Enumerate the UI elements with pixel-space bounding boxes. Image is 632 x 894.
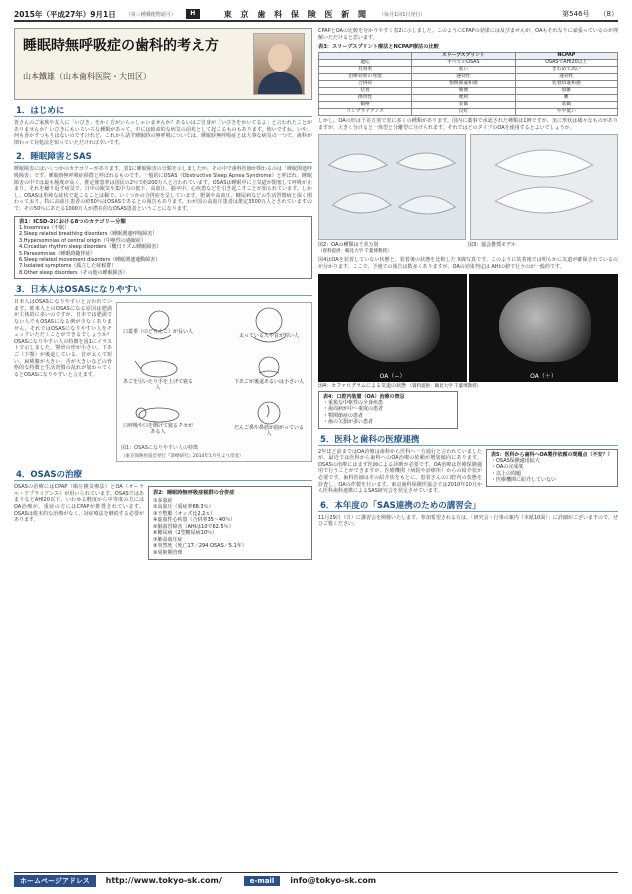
table-3-cell: コンプライアンス bbox=[319, 109, 412, 116]
figure-4-caption-line bbox=[318, 382, 618, 389]
table-3-caption: 表3：スリープスプリント療法とNCPAP療法の比較 bbox=[318, 44, 439, 51]
table-5-item: ・OAの完成度 bbox=[491, 464, 524, 471]
table-3 bbox=[318, 52, 618, 116]
recommended-model-drawing bbox=[471, 135, 617, 239]
section-6-heading: 6．本年度の「SAS連携のための講習会」 bbox=[318, 499, 618, 512]
left-column bbox=[14, 28, 312, 560]
xray-label-right: OA（＋） bbox=[530, 372, 557, 380]
article-title: 睡眠時無呼吸症の歯科的考え方 bbox=[23, 38, 219, 54]
table-1-item: 5.Parasomnias（睡眠時随伴症） bbox=[19, 250, 96, 257]
issue-number: 第546号 bbox=[562, 10, 590, 18]
figure-1-drawing bbox=[119, 305, 313, 441]
fig1-label-mouth-breathing: 口呼吸や口を開けて寝るクセがある人 bbox=[123, 423, 194, 436]
table-3-cell: 便利 bbox=[412, 95, 516, 102]
table-5-item: ・OSAS保険適用拡大 bbox=[491, 458, 540, 464]
table-1-caption: 表1：ICSD-2における8つのカテゴリー分類 bbox=[19, 218, 126, 225]
postal-note: （第三種郵便物認可） bbox=[125, 11, 176, 18]
table-2-item: ⑨周術期管理 bbox=[153, 549, 183, 556]
figure-4-xray-row bbox=[318, 274, 618, 382]
table-3-cell: 治療効果の発現 bbox=[319, 74, 412, 81]
figure-2-source: （資料提供：鶴見大学 千葉博教授） bbox=[318, 249, 392, 255]
table-3-cell: 安価 bbox=[412, 102, 516, 109]
section-3-text: 日本人はOSASになりやすいと言われています。欧米人とのOSASになる原因は肥満が主体的に多いのですが、日本では肥満でない人でもOSASになる例が少なくありません。それではOSASになりやすい人をチェックいただくことができるでしょうか？OSASになりやすい人の特徴を図1にイラストで示しました。顎骨の形が小さい、下あご（下顎）が後退している、首が太くて短い、扁桃腺が大きい、舌が大きいなどの骨格的な特徴と生活習慣の乱れが加わってくるとOSASになりやすいと言えます。 bbox=[14, 299, 112, 378]
table-4-item: ・重篤な中枢性の全身疾患 bbox=[323, 399, 384, 406]
section-2-heading: 2．睡眠障害とSAS bbox=[14, 150, 312, 163]
masthead bbox=[14, 8, 618, 22]
table-2-item: ⑥糖尿病（2型糖尿病10％） bbox=[153, 530, 218, 537]
homepage-label: ホームページアドレス bbox=[14, 875, 96, 887]
page-number: （8） bbox=[599, 10, 618, 18]
table-5-item: ・医療機関に紹介していない bbox=[491, 477, 557, 484]
section-5-heading: 5．医科と歯科の医療連携 bbox=[318, 433, 618, 446]
table-3-header: NCPAP bbox=[515, 53, 617, 60]
figure-2-caption: 図2：OAの種類は千差万別 bbox=[318, 242, 379, 249]
section-3-heading: 3．日本人はOSASになりやすい bbox=[14, 283, 312, 296]
table-3-cell: 高い bbox=[412, 67, 516, 74]
table-3-cell: 合併症 bbox=[319, 81, 412, 88]
table-1-item: 4.Circadian rhythm sleep disorders（概日リズム睡眠障害） bbox=[19, 244, 162, 251]
table-2-item: ⑦肺高血圧症 bbox=[153, 536, 183, 543]
table-3-header: スリープスプリント bbox=[412, 53, 516, 60]
table-3-cell: 携帯性 bbox=[319, 95, 412, 102]
table-3-cell: 有効率 bbox=[319, 67, 412, 74]
section-4-heading: 4．OSASの治療 bbox=[14, 468, 312, 481]
figure-2-photo bbox=[318, 134, 466, 240]
issue-date: 2015年（平成27年）9月1日 bbox=[14, 9, 116, 19]
figure-3-caption: 図3：協会推奨モデル bbox=[468, 242, 516, 249]
table-4-caption: 表4：口腔内装置（OA）治療の禁忌 bbox=[323, 393, 405, 400]
fig1-label-obese: 太っている人や首が短い人 bbox=[238, 333, 299, 340]
portrait-face bbox=[268, 44, 292, 72]
table-3-cell: 高価 bbox=[515, 102, 617, 109]
table-5 bbox=[486, 449, 618, 487]
table-1-item: 7.Isolated symptoms（孤立した症候群） bbox=[19, 263, 117, 270]
oa-types-text: しかし、OAの形は千差万別で実に多くの種類があります。国内に薬事で承認された種類は1例ですが、実に形状は様々なものがありますが、大きく分けると一体型と分離型に分けられます。それではどのタイプのOAを使用するとよいでしょうか。 bbox=[318, 118, 618, 131]
figure-4-caption: 図4：セファログラムによる気道の状態 bbox=[318, 382, 407, 389]
table-3-cell: すべてのOSAS bbox=[412, 60, 516, 67]
section-4-text: OSASの治療にはCPAP（陽圧換気療法）とOA（オーラル・アプライアンス）が用いられています。OSASではあまりなどAHI20以下、いわゆる軽度から中等度の方にはOA治療が、重症の方にはCPAPが推奨されています。OSASは根本的な治療がなく、対症療法を継続する必要があります。 bbox=[14, 484, 144, 524]
figure-1-source: （東京保険医協会発行『診療研究』2014年1月号より改変） bbox=[121, 454, 244, 460]
table-2 bbox=[148, 486, 312, 560]
table-2-caption: 表2：睡眠時無呼吸症候群の合併症 bbox=[153, 490, 235, 497]
figure-1-illustration bbox=[116, 302, 312, 462]
section-6-text: 11月29日（日）に講習会を開催いたします。参加希望される方は、「研究会・行事の案内（本紙10面）」に詳細がございますので、ぜひご覧ください。 bbox=[318, 514, 618, 528]
section-1-text: 皆さんのご家族や友人に「いびき」をかく方がいらっしゃいませんか？あるいはご自身が「いびきをかいてるよ」と言われたことがありませんか？いびきにもいろいろな種類があって、中には致命的な病気の前兆として起こるものもあります。怖いですね。いや、何も香かすつもりはないのですけれど、これから話す睡眠時の無呼吸については、睡眠時無呼吸症とは大事な病気の一つで、歯科が関わって対処法を知っていただければ幸いです。 bbox=[14, 120, 312, 146]
table-3-cell: 適応 bbox=[319, 60, 412, 67]
figure-4-source: （資料提供：鶴見大学 千葉博教授） bbox=[407, 383, 482, 389]
homepage-link[interactable]: http://www.tokyo-sk.com/ bbox=[105, 876, 222, 885]
table-1 bbox=[14, 216, 312, 280]
table-2-item: ③不整脈（オッズ比2.2ｘ） bbox=[153, 510, 216, 517]
table-1-item: 1.Insomnias（不眠） bbox=[19, 224, 70, 231]
table-3-cell: 煩雑 bbox=[515, 88, 617, 95]
email-label: e-mail bbox=[244, 876, 280, 886]
table-5-item: ・以上の問題 bbox=[491, 470, 522, 477]
table-2-item: ⑧突然死（死亡17／294 OSAS／5.1年） bbox=[153, 543, 247, 550]
table-2-item: ①多血症 bbox=[153, 497, 173, 504]
right-column bbox=[318, 28, 618, 528]
right-intro-text: CPAPとOAの比較を分かりやすく表2に示しました。このようにCPAPの効果には及びませんが、OAもそれなりに頑張っているのが理解いただけると思います。 bbox=[318, 28, 618, 41]
table-3-header bbox=[319, 53, 412, 60]
xray-text: 図4はOAを装着していない状態と、装着後の状態を比較した X線写真です。このように装着後では明らかに気道が確保されているのが分かります。ここで、予後での報告は数多くありますが、OAの効果判定は AHIの値で行うのが一般的です。 bbox=[318, 257, 618, 270]
oa-devices-drawing bbox=[319, 135, 465, 239]
table-1-item: 8.Other sleep disorders（その他の睡眠障害） bbox=[19, 269, 128, 276]
table-2-item: ②高血圧（重症率68.3％） bbox=[153, 504, 214, 511]
table-3-cell: 速効性 bbox=[515, 74, 617, 81]
author-portrait bbox=[253, 33, 305, 95]
xray-label-left: OA（−） bbox=[379, 372, 406, 380]
fig1-label-jaw: 下あごが後退あるいは小さい人 bbox=[233, 379, 304, 386]
table-2-item: ⑤脳血管障害（AHIは10で62.5％） bbox=[153, 523, 234, 530]
table-3-cell: 速効性 bbox=[412, 74, 516, 81]
xray-with-oa bbox=[469, 274, 618, 382]
table-1-item: 6.Sleep related movement disorders（睡眠関連運動障害） bbox=[19, 256, 161, 263]
section-2-text: 睡眠障害にはいくつかのカテゴリーがあります。表1に睡眠障害の分類を示しましたが、その中で歯科医師が関わるのは「睡眠関連呼吸障害」です。睡眠時無呼吸症候群と呼ばれるものです。一般的にOSAS（Obstructive Sleep Apnea Syndrome）と呼ばれ、睡眠障害の中では最も頻度が高く、推定罹患率は国民の2％で約200万人と言われています。OSASは睡眠中に上気道が閉塞して呼吸が止まり、それを繰り返す病気で、日中の眠気や集中力の低下、高血圧、脳卒中、心疾患などを引き起こすことが知られています。しかし、OSASは単純な症状で起こることは稀で、いくつかの合併症を呈しています。肥満や高血圧、糖尿病などの生活習慣病と深く関わっており、特に高血圧患者の約50％はOSASであるとの報告もあります。わが国の高血圧患者は推定3500万人とされていますので、その50％にあたる1000万人が潜在的なOSAS患者ということになります。 bbox=[14, 166, 312, 212]
table-4-item: ・顎関節症の患者 bbox=[323, 412, 364, 419]
table-3-cell: きわめて高い bbox=[515, 67, 617, 74]
email-link[interactable]: info@tokyo-sk.com bbox=[290, 876, 377, 885]
table-1-item: 3.Hypersomnias of central origin（中枢性の過眠症） bbox=[19, 237, 146, 244]
table-3-cell: 顎関節違和感 bbox=[412, 81, 516, 88]
table-3-cell: 簡便 bbox=[412, 88, 516, 95]
fig1-label-posture: あごを引いたり手を上げて寝る人 bbox=[123, 379, 194, 392]
figure-captions-row bbox=[318, 241, 618, 254]
fig1-label-uvula: 口蓋垂（のどちんこ）が長い人 bbox=[123, 329, 194, 336]
publisher-logo-icon: H bbox=[186, 9, 200, 19]
table-2-item: ④虚血性心疾患（合併率35〜40％） bbox=[153, 517, 236, 524]
table-5-caption: 表5：医科から歯科へOA製作依頼の問題点（不安？） bbox=[491, 451, 613, 458]
table-3-cell: やや低い bbox=[515, 109, 617, 116]
table-3-cell: 装着時違和感 bbox=[515, 81, 617, 88]
table-3-cell: 価格 bbox=[319, 102, 412, 109]
table-3-cell: 装着 bbox=[319, 88, 412, 95]
article-author: 山本鐵雄（山本歯科医院・大田区） bbox=[23, 72, 151, 81]
xray-skull-shape bbox=[348, 287, 440, 363]
oa-photo-row bbox=[318, 134, 618, 240]
paper-name: 東 京 歯 科 保 険 医 新 聞 bbox=[223, 9, 370, 19]
figure-1-caption: 図1：OSASになりやすい人の特徴 bbox=[121, 445, 198, 452]
table-4-item: ・歯周病が中〜重度の患者 bbox=[323, 406, 384, 413]
xray-skull-shape bbox=[499, 287, 591, 363]
section-1-heading: 1．はじめに bbox=[14, 104, 312, 117]
xray-without-oa bbox=[318, 274, 467, 382]
portrait-suit bbox=[258, 72, 302, 94]
table-3-cell: 難 bbox=[515, 95, 617, 102]
fig1-label-nose: だんご鼻や鼻筋が曲がっている人 bbox=[233, 425, 304, 438]
section-5-text: 2年ほど前まではOA治療は歯科から医科へ一方通行と言われていましたが、最近では医科から歯科へのOA治療の依頼が増加傾向にあります。OSASの治療にはまず医師による診断が必要です。OA治療は医療保険適用で行うことができますが、医療機関（病院や診療所）からの紹介状が必要です。歯科医師はその紹介状をもとに、患者さんの口腔内の状態を診査し、OAの作製を行います。東京歯科保険医協会では2010年10月から医科歯科連携によるSAS研究会を発足させています。 bbox=[318, 448, 482, 495]
frequency-note: （毎月1回1日発行） bbox=[379, 11, 426, 18]
table-3-cell: OSASでAHI20以上 bbox=[515, 60, 617, 67]
table-4-item: ・歯の欠損が多い患者 bbox=[323, 419, 374, 426]
title-box bbox=[14, 28, 312, 100]
figure-3-photo bbox=[470, 134, 618, 240]
footer-bar bbox=[14, 872, 618, 888]
table-4 bbox=[318, 391, 458, 429]
table-3-cell: 良好 bbox=[412, 109, 516, 116]
table-1-item: 2.Sleep related breathing disorders（睡眠関連呼吸障害） bbox=[19, 231, 158, 238]
